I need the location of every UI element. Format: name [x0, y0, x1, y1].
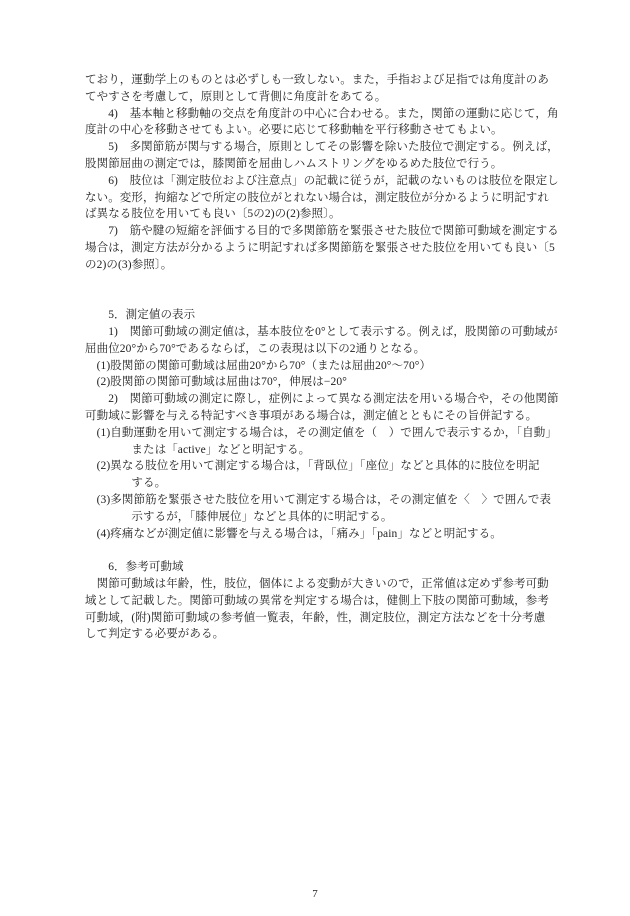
text-line: または「active」などと明記する。 [85, 443, 311, 456]
text-line: 度計の中心を移動させてもよい。必要に応じて移動軸を平行移動させてもよい。 [85, 124, 503, 137]
text-line: 可動域に影響を与える特記すべき事項がある場合は，測定値とともにその旨併記する。 [85, 409, 538, 422]
text-line: 股関節屈曲の測定では，膝関節を屈曲しハムストリングをゆるめた肢位で行う。 [85, 157, 503, 170]
text-line: (1)自動運動を用いて測定する場合は，その測定値を（ ）で囲んで表示するか，「自動」 [85, 426, 557, 439]
text-line: 5) 多関節筋が関与する場合，原則としてその影響を除いた肢位で測定する。例えば， [85, 141, 559, 154]
text-line [85, 274, 563, 291]
section-5-item-2-sub-3 [85, 492, 563, 526]
text-line: 5．測定値の表示 [85, 309, 196, 322]
text-line: ており，運動学上のものとは必ずしも一致しない。また，手指および足指では角度計のあ [85, 74, 549, 86]
text-line: 4) 基本軸と移動軸の交点を角度計の中心に合わせる。また，関節の運動に応じて，角 [85, 107, 559, 120]
text-line: 関節可動域は年齢，性，肢位，個体による変動が大きいので，正常値は定めず参考可動 [85, 577, 549, 590]
item-5 [85, 139, 563, 173]
item-4 [85, 106, 563, 140]
text-line: して判定する必要がある。 [85, 628, 225, 641]
text-line: 6) 肢位は「測定肢位および注意点」の記載に従うが，記載のないものは肢位を限定し [85, 174, 559, 187]
text-line: 示するが，「膝伸展位」などと具体的に明記する。 [85, 510, 393, 523]
text-line: 可動域，(附)関節可動域の参考値一覧表，年齢，性，測定肢位，測定方法などを十分考慮 [85, 611, 546, 624]
text-line: (1)股関節の関節可動域は屈曲20°から70°（または屈曲20°〜70°） [85, 359, 432, 372]
item-3-continuation [85, 72, 563, 106]
section-5-heading [85, 307, 563, 324]
text-line: (3)多関節筋を緊張させた肢位を用いて測定する場合は，その測定値を〈 〉で囲んで表 [85, 493, 552, 506]
document-body [85, 72, 563, 643]
section-6-body [85, 576, 563, 643]
section-5-item-1 [85, 324, 563, 358]
item-6 [85, 173, 563, 223]
text-line [85, 542, 563, 559]
item-7 [85, 223, 563, 273]
section-6-heading [85, 559, 563, 576]
text-line: てやすさを考慮して，原則として背側に角度計をあてる。 [85, 90, 387, 103]
text-line: (2)異なる肢位を用いて測定する場合は，「背臥位」「座位」などと具体的に肢位を明記 [85, 460, 540, 473]
text-line: 6．参考可動域 [85, 561, 184, 574]
section-5-item-2-sub-2 [85, 458, 563, 492]
section-gap [85, 274, 563, 308]
section-5-item-2-sub-1 [85, 425, 563, 459]
section-gap [85, 542, 563, 559]
section-5-item-1-sub-1 [85, 358, 563, 375]
text-line: 場合は，測定方法が分かるように明記すれば多関節筋を緊張させた肢位を用いても良い〔5 [85, 241, 555, 254]
text-line [85, 290, 563, 307]
text-line: ば異なる肢位を用いても良い〔5の2)の(2)参照〕。 [85, 208, 341, 221]
text-line: ない。変形，拘縮などで所定の肢位がとれない場合は，測定肢位が分かるように明記すれ [85, 191, 549, 204]
text-line: 7) 筋や腱の短縮を評価する目的で多関節筋を緊張させた肢位で関節可動域を測定する [85, 225, 559, 238]
text-line: 1) 関節可動域の測定値は，基本肢位を0°として表示する。例えば，股関節の可動域が [85, 325, 558, 338]
section-5-item-1-sub-2 [85, 374, 563, 391]
section-5-item-2-sub-4 [85, 526, 563, 543]
text-line: する。 [85, 477, 167, 490]
section-5-item-2 [85, 391, 563, 425]
text-line: 域として記載した。関節可動域の異常を判定する場合は，健側上下肢の関節可動域，参考 [85, 594, 549, 607]
page-number: 7 [312, 888, 318, 900]
text-line: 2) 関節可動域の測定に際し，症例によって異なる測定法を用いる場合や，その他関節 [85, 393, 559, 406]
text-line: 屈曲位20°から70°であるならば，この表現は以下の2通りとなる。 [85, 342, 426, 355]
text-line: の2)の(3)参照〕。 [85, 258, 173, 271]
text-line: (4)疼痛などが測定値に影響を与える場合は，「痛み」「pain」などと明記する。 [85, 527, 502, 540]
text-line: (2)股関節の関節可動域は屈曲は70°，伸展は−20° [85, 376, 347, 389]
